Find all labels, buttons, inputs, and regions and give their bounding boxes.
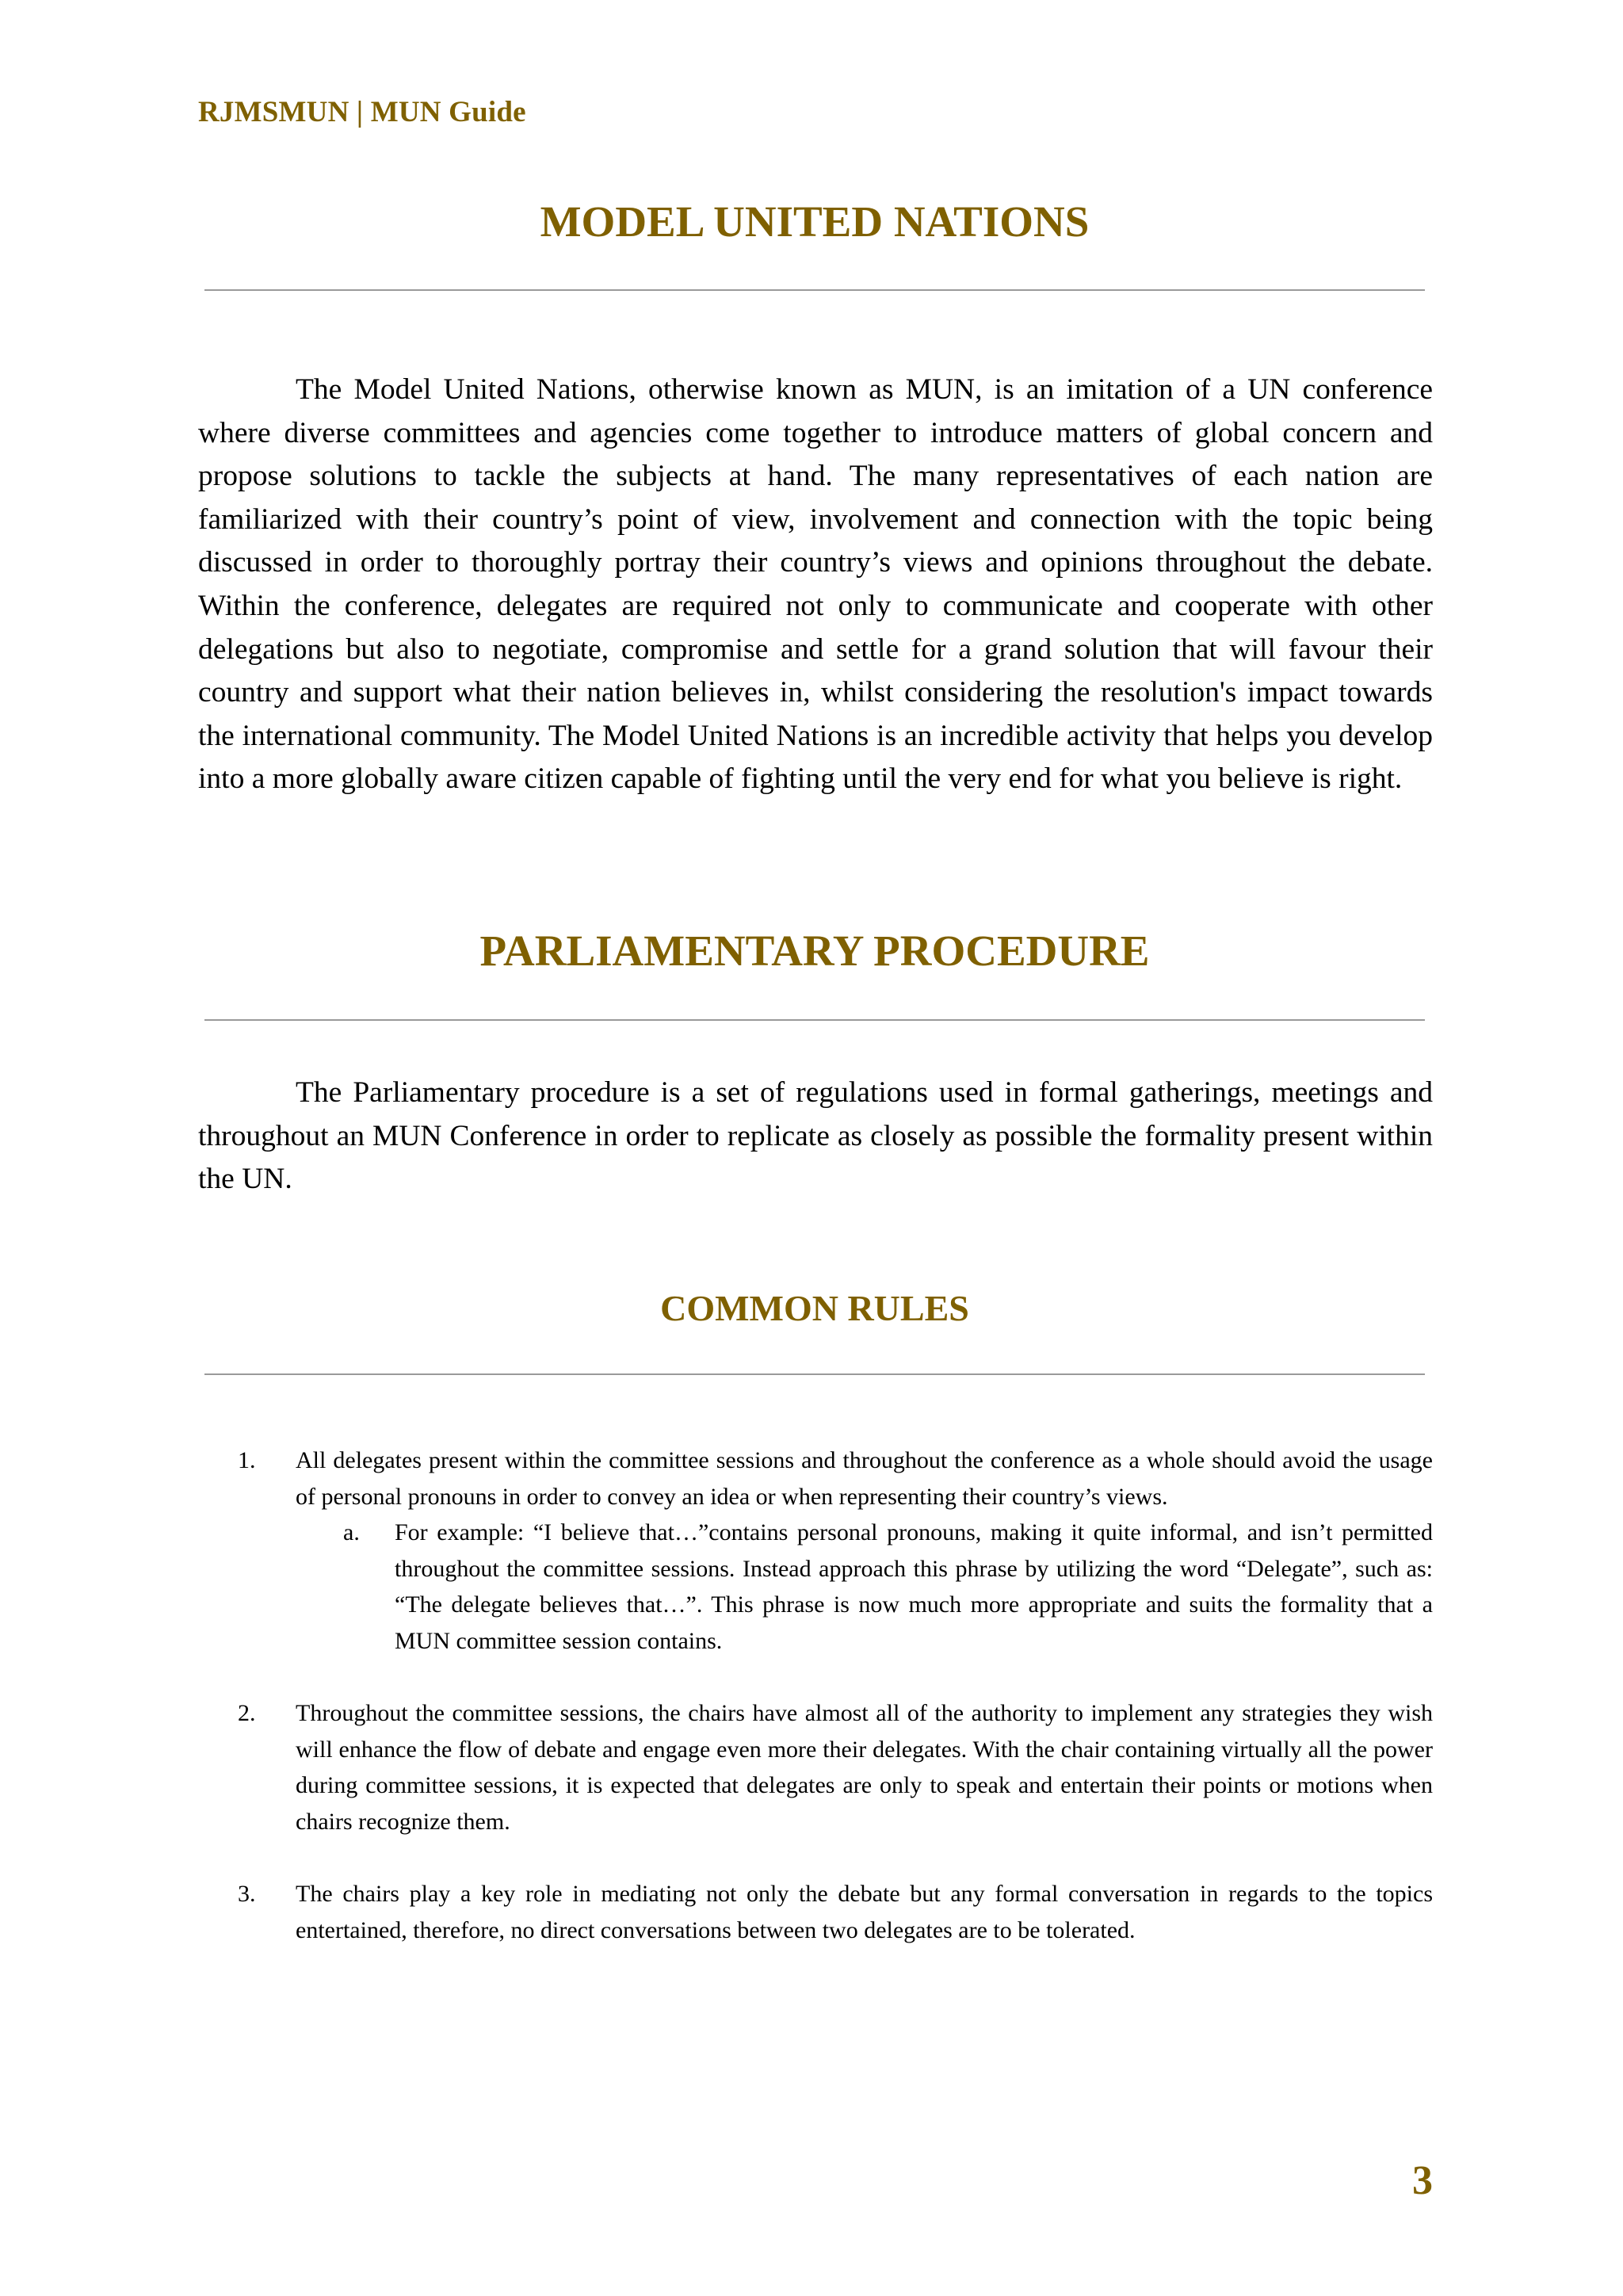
rule-text: Throughout the committee sessions, the chairs have almost all of the authority to implement any strategies they wish will enhance the flow of debate and engage even more their delegates. With the chair containing virtually all the power during committee sessions, it is expected that delegates are only to speak and entertain their points or motions when chairs recognize them. (296, 1700, 1433, 1835)
procedure-paragraph: The Parliamentary procedure is a set of regulations used in formal gatherings, meetings and throughout an MUN Conference in order to replicate as closely as possible the formality present within the UN. (198, 1076, 1433, 1196)
section-title-model-united-nations: MODEL UNITED NATIONS (540, 197, 1090, 246)
rule-item-3 (238, 1876, 1433, 1948)
subitem-text: For example: “I believe that…”contains personal pronouns, making it quite informal, and isn’t permitted throughout the committee sessions. Instead approach this phrase by utilizing the word “Delegate”, such as: “The delegate believes that…”. This phrase is now much more appropriate and suits the formality that a MUN committee session contains. (395, 1519, 1433, 1654)
rule-subitem-a (238, 1515, 1433, 1659)
rule-number: 1. (238, 1447, 256, 1473)
rule-text: All delegates present within the committee sessions and throughout the conference as a whole should avoid the usage of personal pronouns in order to convey an idea or when representing their country’s views. (296, 1447, 1433, 1510)
rule-item-2 (238, 1695, 1433, 1839)
mun-intro-paragraph: The Model United Nations, otherwise known as MUN, is an imitation of a UN conference where diverse committees and agencies come together to introduce matters of global concern and propose solutions to tackle the subjects at hand. The many representatives of each nation are familiarized with their country’s point of view, involvement and connection with the topic being discussed in order to thoroughly portray their country’s views and opinions throughout the debate. Within the conference, delegates are required not only to communicate and cooperate with other delegations but also to negotiate, compromise and settle for a grand solution that will favour their country and support what their nation believes in, whilst considering the resolution's impact towards the international community. The Model United Nations is an incredible activity that helps you develop into a more globally aware citizen capable of fighting until the very end for what you believe is right. (198, 373, 1433, 796)
section-title-common-rules: COMMON RULES (660, 1288, 969, 1328)
common-rules-list (238, 1442, 1433, 1985)
page-number: 3 (1412, 2158, 1433, 2203)
section-divider (204, 1373, 1425, 1375)
rule-item-1 (238, 1442, 1433, 1659)
running-header: RJMSMUN | MUN Guide (198, 96, 526, 128)
section-divider (204, 1019, 1425, 1021)
section-title-parliamentary-procedure: PARLIAMENTARY PROCEDURE (479, 926, 1150, 975)
subitem-letter: a. (343, 1519, 360, 1545)
section-divider (204, 289, 1425, 291)
rule-number: 2. (238, 1700, 256, 1726)
rule-number: 3. (238, 1881, 256, 1907)
rule-text: The chairs play a key role in mediating not only the debate but any formal conversation in regards to the topics entertained, therefore, no direct conversations between two delegates are to be tolerated. (296, 1881, 1433, 1943)
